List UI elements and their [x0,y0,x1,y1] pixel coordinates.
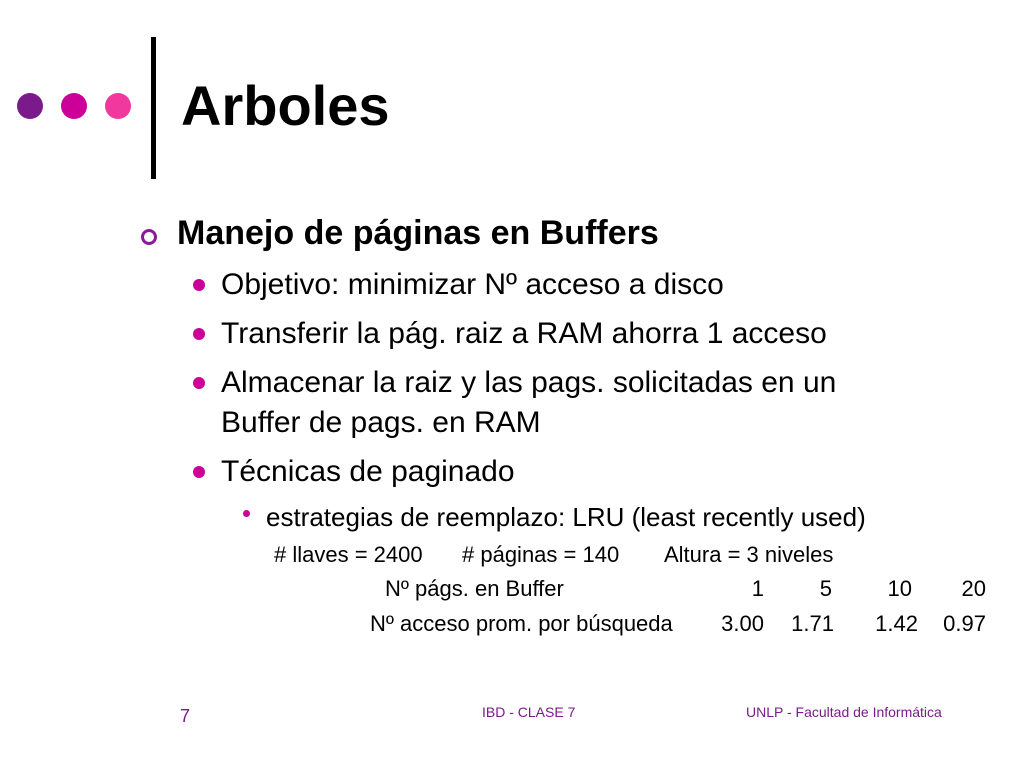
bullet-transfer-root: Transferir la pág. raiz a RAM ahorra 1 acceso [221,317,827,350]
bullet-dot-icon [193,328,205,340]
footer-institution: UNLP - Facultad de Informática [746,704,942,720]
title-dot-1 [17,93,43,119]
table-row1-value: 20 [961,576,986,601]
table-row1-value: 5 [819,576,832,601]
table-row1-value: 10 [887,576,912,601]
bullet-dot-icon [193,466,205,478]
param-keys: # llaves = 2400 [274,542,423,567]
title-dot-2 [61,93,87,119]
page-number: 7 [180,706,191,726]
table-row2-value: 0.97 [943,611,986,636]
table-row2-value: 1.42 [875,611,918,636]
title-divider [151,37,156,179]
bullet-objective: Objetivo: minimizar Nº acceso a disco [221,268,724,301]
section-heading: Manejo de páginas en Buffers [177,214,659,252]
slide-title: Arboles [181,74,390,137]
table-row1-value: 1 [751,576,764,601]
bullet-paging-techniques: Técnicas de paginado [221,455,515,488]
table-row2-value: 3.00 [721,611,764,636]
title-dot-3 [105,93,131,119]
footer-course: IBD - CLASE 7 [482,704,576,720]
sub-bullet-lru: estrategias de reemplazo: LRU (least recently used) [266,502,866,532]
table-row2-label: Nº acceso prom. por búsqueda [370,611,673,636]
param-pages: # páginas = 140 [462,542,620,567]
small-bullet-icon [243,510,250,517]
ring-bullet-icon [141,229,157,245]
bullet-store-root-line2: Buffer de pags. en RAM [221,406,541,439]
param-height: Altura = 3 niveles [664,542,834,567]
table-row2-value: 1.71 [791,611,834,636]
bullet-dot-icon [193,279,205,291]
bullet-dot-icon [193,377,205,389]
table-row1-label: Nº págs. en Buffer [385,576,564,601]
bullet-store-root-line1: Almacenar la raiz y las pags. solicitadas en un [221,366,837,399]
